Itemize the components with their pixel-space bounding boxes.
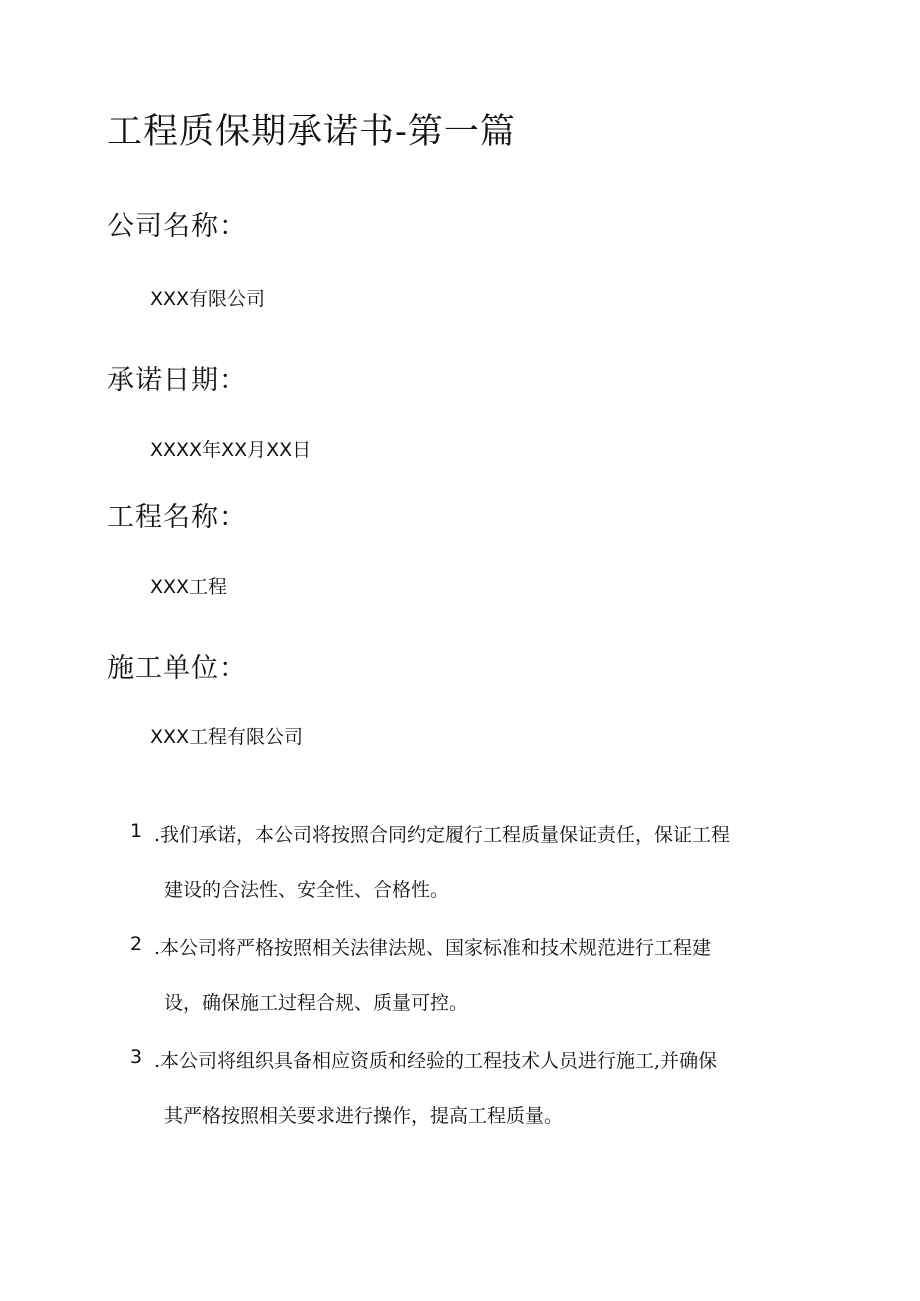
commitment-date-label: 承诺日期： — [107, 365, 247, 396]
construction-unit-label: 施工单位： — [107, 653, 247, 684]
commitment-number: 2 — [130, 933, 143, 955]
commitment-number: 3 — [130, 1046, 143, 1068]
commitment-date-value: XXXX年XX月XX日 — [150, 439, 312, 461]
commitment-text-line2: 其严格按照相关要求进行操作，提高工程质量。 — [164, 1105, 564, 1127]
document-title: 工程质保期承诺书-第一篇 — [107, 112, 516, 152]
project-name-value: XXX工程 — [150, 576, 228, 598]
company-name-value: XXX有限公司 — [150, 288, 266, 310]
commitment-text-line1: .我们承诺，本公司将按照合同约定履行工程质量保证责任，保证工程 — [154, 824, 731, 846]
commitment-text-line1: .本公司将组织具备相应资质和经验的工程技术人员进行施工,并确保 — [154, 1050, 718, 1072]
project-name-label: 工程名称： — [107, 502, 247, 533]
commitment-text-line2: 设，确保施工过程合规、质量可控。 — [164, 992, 469, 1014]
commitment-text-line1: .本公司将严格按照相关法律法规、国家标准和技术规范进行工程建 — [154, 937, 712, 959]
commitment-text-line2: 建设的合法性、安全性、合格性。 — [164, 879, 450, 901]
company-name-label: 公司名称： — [107, 211, 247, 242]
commitment-number: 1 — [130, 820, 143, 842]
construction-unit-value: XXX工程有限公司 — [150, 726, 304, 748]
